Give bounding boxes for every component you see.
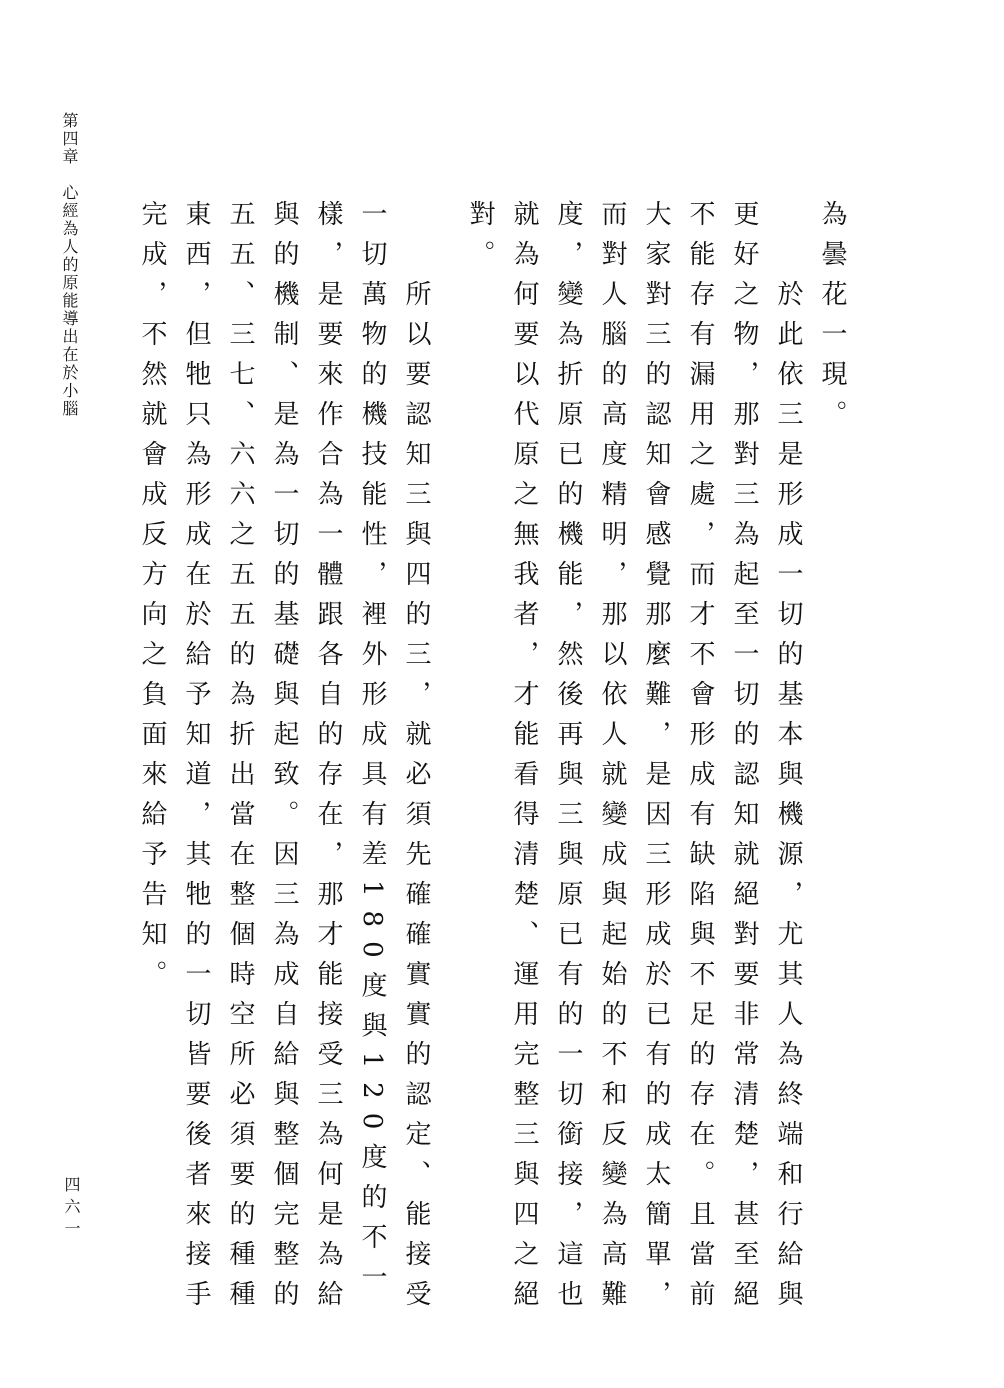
paragraph-3: 所以要認知三與四的三，就必須先確確實實的認定、能接受一切萬物的機技能性，裡外形成具有差180度與120度的不一樣，是要來作合為一體跟各自的存在，那才能接受三為何是為給與的機制、是為一切的基礎與起致。因三為成自給與整個完整的五五、三七、六六之五五的為折出當在整個時空所必須要的種種東西，但牠只為形成在於給予知道，其牠的一切皆要後者來接手完成，不然就會成反方向之負面來給予告知。 <box>137 200 431 1320</box>
page-number: 四六一 <box>62 1176 81 1242</box>
body-text <box>134 200 854 1325</box>
paragraph-1: 為曇花一現。 <box>817 200 847 440</box>
running-head: 第四章 心經為人的原能導出在於小腦 <box>60 112 79 418</box>
paragraph-2: 於此依三是形成一切的基本與機源，尤其人為終端和行給與更好之物，那對三為起至一切的認知就絕對要非常清楚，甚至絕不能存有漏用之處，而才不會形成有缺陷與不足的存在。且當前大家對三的認知會感覺那麼難，是因三形成於已有的成太簡單，而對人腦的高度精明，那以依人就變成與起始的不和反變為高難度，變為折原已的機能，然後再與三與原已有的一切銜接，這也就為何要以代原之無我者，才能看得清楚、運用完整三與四之絕對。 <box>465 200 803 1320</box>
